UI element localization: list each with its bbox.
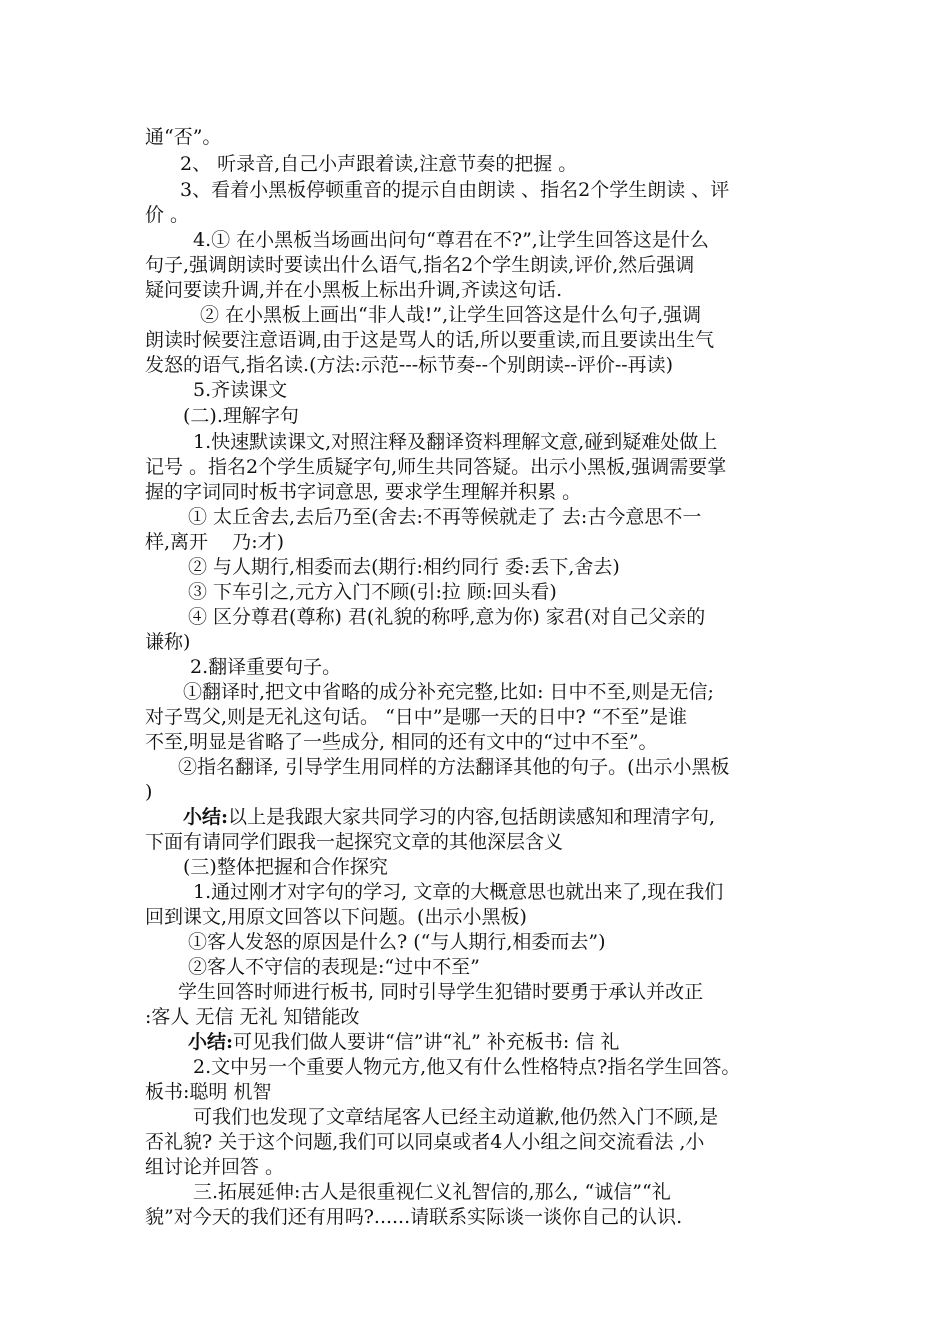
summary-label: 小结: — [188, 1031, 234, 1053]
text-line: 板书:聪明 机智 — [145, 1081, 272, 1103]
text-line: 2.翻译重要句子。 — [190, 656, 342, 678]
text-line: ① 太丘舍去,去后乃至(舍去:不再等候就走了 去:古今意思不一 — [188, 506, 702, 528]
text-line: 朗读时候要注意语调,由于这是骂人的话,所以要重读,而且要读出生气 — [145, 329, 715, 351]
text-line: 发怒的语气,指名读.(方法:示范---标节奏--个别朗读--评价--再读) — [145, 354, 674, 376]
text-line: 下面有请同学们跟我一起探究文章的其他深层含义 — [145, 831, 564, 853]
text-line: 样,离开 乃:才) — [145, 531, 285, 553]
section-heading: 三.拓展延伸:古人是很重视仁义礼智信的,那么, “诚信”“礼 — [193, 1181, 671, 1203]
text-line: ③ 下车引之,元方入门不顾(引:拉 顾:回头看) — [188, 581, 557, 603]
section-heading: (二).理解字句 — [183, 405, 299, 427]
text-line: 否礼貌? 关于这个问题,我们可以同桌或者4人小组之间交流看法 ,小 — [145, 1131, 705, 1153]
text-line: 组讨论并回答 。 — [145, 1156, 285, 1178]
text-line: ②客人不守信的表现是:“过中不至” — [188, 956, 480, 978]
section-heading: (三)整体把握和合作探究 — [183, 856, 388, 878]
text-line: 谦称) — [145, 631, 191, 653]
text-line: 3、看着小黑板停顿重音的提示自由朗读 、指名2个学生朗读 、评 — [180, 179, 730, 201]
text-line: 不至,明显是省略了一些成分, 相同的还有文中的“过中不至”。 — [145, 731, 658, 753]
text-line: 价 。 — [145, 204, 190, 226]
text-line: 记号 。指名2个学生质疑字句,师生共同答疑。出示小黑板,强调需要掌 — [145, 456, 727, 478]
text-line: 4.① 在小黑板当场画出问句“尊君在不?”,让学生回答这是什么 — [193, 229, 709, 251]
summary-text: 以上是我跟大家共同学习的内容,包括朗读感知和理清字句, — [228, 806, 716, 828]
text-line: 2、 听录音,自己小声跟着读,注意节奏的把握 。 — [180, 153, 578, 175]
text-line: ②指名翻译, 引导学生用同样的方法翻译其他的句子。(出示小黑板 — [178, 756, 730, 778]
text-line: 1.快速默读课文,对照注释及翻译资料理解文意,碰到疑难处做上 — [193, 431, 718, 453]
text-line: 学生回答时师进行板书, 同时引导学生犯错时要勇于承认并改正 — [178, 981, 704, 1003]
text-line: 可我们也发现了文章结尾客人已经主动道歉,他仍然入门不顾,是 — [193, 1106, 719, 1128]
text-line: ①翻译时,把文中省略的成分补充完整,比如: 日中不至,则是无信; — [183, 681, 714, 703]
text-line: ) — [145, 781, 153, 803]
text-line: 疑问要读升调,并在小黑板上标出升调,齐读这句话. — [145, 279, 563, 301]
summary-paragraph — [188, 1030, 619, 1054]
text-line: 句子,强调朗读时要读出什么语气,指名2个学生朗读,评价,然后强调 — [145, 254, 695, 276]
text-line: ② 与人期行,相委而去(期行:相约同行 委:丢下,舍去) — [188, 556, 620, 578]
text-line: 回到课文,用原文回答以下问题。(出示小黑板) — [145, 906, 527, 928]
summary-paragraph — [183, 805, 715, 829]
summary-text: 可见我们做人要讲“信”讲“礼” 补充板书: 信 礼 — [233, 1031, 620, 1053]
text-line: 5.齐读课文 — [193, 379, 288, 401]
text-line: ② 在小黑板上画出“非人哉!”,让学生回答这是什么句子,强调 — [200, 304, 702, 326]
text-line: 握的字词同时板书字词意思, 要求学生理解并积累 。 — [145, 481, 582, 503]
text-line: 2.文中另一个重要人物元方,他又有什么性格特点?指名学生回答。 — [193, 1056, 741, 1078]
text-line: ④ 区分尊君(尊称) 君(礼貌的称呼,意为你) 家君(对自己父亲的 — [188, 606, 706, 628]
text-line: 貌”对今天的我们还有用吗?......请联系实际谈一谈你自己的认识. — [145, 1206, 683, 1228]
text-line: 通“否”。 — [145, 126, 222, 148]
summary-label: 小结: — [183, 806, 229, 828]
text-line: 1.通过刚才对字句的学习, 文章的大概意思也就出来了,现在我们 — [193, 881, 724, 903]
text-line: :客人 无信 无礼 知错能改 — [145, 1006, 360, 1028]
text-line: 对子骂父,则是无礼这句话。 “日中”是哪一天的日中? “不至”是谁 — [145, 706, 688, 728]
text-line: ①客人发怒的原因是什么? (“与人期行,相委而去”) — [188, 931, 606, 953]
